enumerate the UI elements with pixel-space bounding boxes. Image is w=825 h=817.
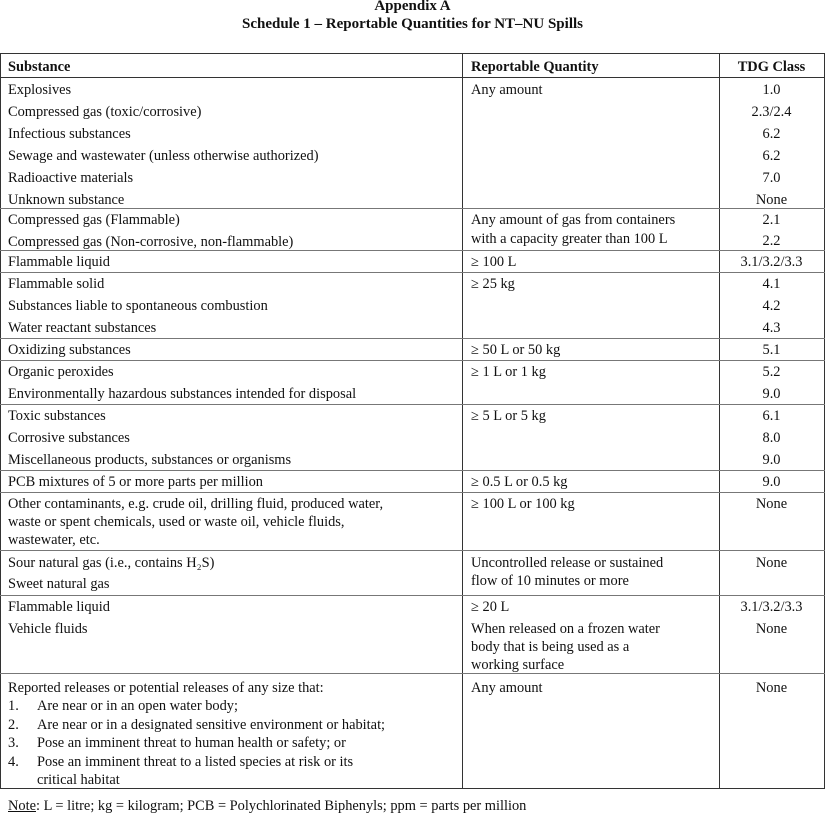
row-divider — [0, 208, 825, 209]
tdg-class-cell: 6.1 — [762, 408, 781, 424]
row-divider — [0, 360, 825, 361]
substance-cell: waste or spent chemicals, used or waste oil, vehicle fluids, — [8, 514, 345, 530]
substance-cell: Organic peroxides — [8, 364, 114, 380]
substance-cell: Flammable solid — [8, 276, 105, 292]
tdg-class-cell: 4.2 — [762, 298, 781, 314]
quantity-cell: Uncontrolled release or sustained — [471, 555, 664, 571]
row-divider — [0, 595, 825, 596]
substance-cell: Flammable liquid — [8, 254, 110, 270]
table-border-left — [0, 53, 1, 789]
quantity-cell: ≥ 0.5 L or 0.5 kg — [471, 474, 568, 490]
tdg-class-cell: 2.2 — [762, 233, 781, 249]
table-border-top — [0, 53, 825, 54]
substance-cell: Vehicle fluids — [8, 621, 88, 637]
tdg-class-cell: 9.0 — [762, 452, 781, 468]
row-divider — [0, 550, 825, 551]
substance-cell: Compressed gas (toxic/corrosive) — [8, 104, 202, 120]
substance-cell: PCB mixtures of 5 or more parts per million — [8, 474, 264, 490]
tdg-class-cell: 8.0 — [762, 430, 781, 446]
list-item-text: Pose an imminent threat to human health or safety; or — [37, 735, 346, 751]
substance-cell: Water reactant substances — [8, 320, 157, 336]
tdg-class-cell: 4.3 — [762, 320, 781, 336]
row-divider — [0, 492, 825, 493]
quantity-cell: When released on a frozen water — [471, 621, 660, 637]
row-divider — [0, 470, 825, 471]
quantity-cell: ≥ 25 kg — [471, 276, 515, 292]
list-item-text: Are near or in a designated sensitive environment or habitat; — [37, 716, 386, 733]
quantity-cell: Any amount — [471, 82, 543, 98]
substance-cell: Oxidizing substances — [8, 342, 131, 358]
substance-cell: Infectious substances — [8, 126, 131, 142]
tdg-class-cell: 1.0 — [762, 82, 781, 98]
list-item-number: 4. — [8, 753, 19, 770]
quantity-cell: ≥ 20 L — [471, 599, 510, 615]
quantity-cell: ≥ 1 L or 1 kg — [471, 364, 546, 380]
tdg-class-cell: 6.2 — [762, 126, 781, 142]
list-item-number: 3. — [8, 735, 19, 751]
quantity-cell: ≥ 50 L or 50 kg — [471, 342, 561, 358]
header-substance: Substance — [8, 59, 71, 75]
list-item-text: Are near or in an open water body; — [37, 698, 238, 714]
table-note — [8, 797, 526, 815]
substance-cell: Sour natural gas (i.e., contains H₂S) — [8, 555, 215, 571]
row-divider — [0, 673, 825, 674]
column-divider-tdg — [719, 53, 720, 789]
row-divider — [0, 272, 825, 273]
quantity-cell: body that is being used as a — [471, 639, 630, 655]
spill-quantity-table — [0, 53, 825, 816]
row-divider — [0, 338, 825, 339]
tdg-class-cell: 5.2 — [762, 364, 781, 380]
final-row-quantity: Any amount — [471, 680, 543, 696]
quantity-cell: flow of 10 minutes or more — [471, 573, 629, 589]
tdg-class-cell: None — [755, 192, 788, 208]
tdg-class-cell: 3.1/3.2/3.3 — [740, 599, 803, 615]
substance-cell: Sewage and wastewater (unless otherwise authorized) — [8, 148, 319, 164]
substance-cell: Toxic substances — [8, 408, 106, 424]
tdg-class-cell: 9.0 — [762, 386, 781, 402]
header-divider — [0, 77, 825, 78]
tdg-class-cell: 9.0 — [762, 474, 781, 490]
substance-cell: Compressed gas (Non-corrosive, non-flammable) — [8, 234, 294, 250]
substance-cell: Environmentally hazardous substances intended for disposal — [8, 386, 357, 402]
list-item-text: Pose an imminent threat to a listed species at risk or its — [37, 753, 354, 770]
quantity-cell: ≥ 100 L or 100 kg — [471, 496, 575, 512]
tdg-class-cell: None — [755, 555, 788, 571]
substance-cell: Compressed gas (Flammable) — [8, 212, 180, 228]
tdg-class-cell: 4.1 — [762, 276, 781, 292]
row-divider — [0, 404, 825, 405]
substance-cell: Miscellaneous products, substances or organisms — [8, 452, 292, 468]
list-item-text: critical habitat — [37, 772, 120, 788]
quantity-cell: with a capacity greater than 100 L — [471, 231, 668, 247]
quantity-cell: ≥ 100 L — [471, 254, 517, 270]
note-label: Note — [8, 798, 36, 814]
quantity-cell: Any amount of gas from containers — [471, 212, 676, 228]
substance-cell: Unknown substance — [8, 192, 125, 208]
substance-cell: Flammable liquid — [8, 599, 110, 615]
table-border-bottom — [0, 788, 825, 789]
tdg-class-cell: 3.1/3.2/3.3 — [740, 254, 803, 270]
column-divider-quantity — [462, 53, 463, 789]
list-item-number: 1. — [8, 698, 19, 714]
substance-cell: Explosives — [8, 82, 72, 98]
substance-cell: Substances liable to spontaneous combustion — [8, 298, 268, 314]
tdg-class-cell: 6.2 — [762, 148, 781, 164]
row-divider — [0, 250, 825, 251]
tdg-class-cell: 5.1 — [762, 342, 781, 358]
substance-cell: Sweet natural gas — [8, 576, 110, 592]
schedule-title: Schedule 1 – Reportable Quantities for NT–NU Spills — [242, 16, 583, 32]
note-text: : L = litre; kg = kilogram; PCB = Polychlorinated Biphenyls; ppm = parts per million — [35, 798, 527, 814]
tdg-class-cell: None — [755, 496, 788, 512]
substance-cell: Corrosive substances — [8, 430, 130, 446]
quantity-cell: ≥ 5 L or 5 kg — [471, 408, 546, 424]
final-row-tdg: None — [755, 680, 788, 696]
substance-cell: Other contaminants, e.g. crude oil, drilling fluid, produced water, — [8, 496, 384, 512]
substance-cell: wastewater, etc. — [8, 532, 100, 548]
tdg-class-cell: 7.0 — [762, 170, 781, 186]
appendix-title: Appendix A — [374, 0, 451, 14]
quantity-cell: working surface — [471, 657, 565, 673]
substance-cell: Radioactive materials — [8, 170, 134, 186]
final-row-intro: Reported releases or potential releases of any size that: — [8, 680, 324, 696]
tdg-class-cell: None — [755, 621, 788, 637]
list-item-number: 2. — [8, 716, 19, 733]
tdg-class-cell: 2.3/2.4 — [751, 104, 792, 120]
header-tdg-class: TDG Class — [737, 59, 806, 75]
header-reportable-quantity: Reportable Quantity — [471, 59, 599, 75]
tdg-class-cell: 2.1 — [762, 212, 781, 228]
